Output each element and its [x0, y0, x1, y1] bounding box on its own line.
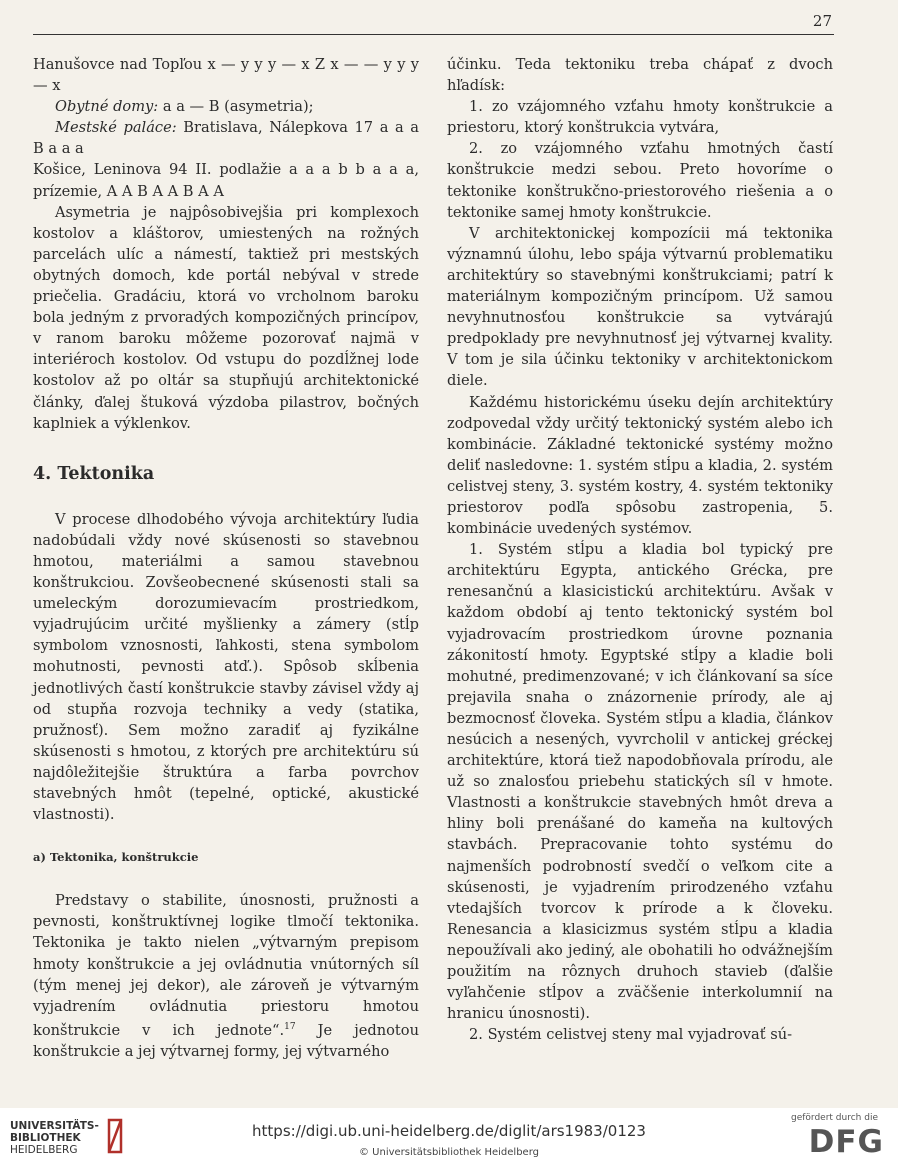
kosice-line: Košice, Leninova 94 II. podlažie a a a b b a a a, prízemie, A A B A A B A A [33, 161, 419, 200]
mestske-label: Mestské paláce: [55, 119, 177, 137]
right-column [447, 54, 833, 1045]
predstavy-end: Je jednotou konštrukcie a jej výtvarnej formy, jej výtvarného [33, 1021, 419, 1060]
paragraph-system1: 1. Systém stĺpu a kladia bol typický pre architektúru Egypta, antického Grécka, pre renesančnú a klasicistickú architektúru. Avšak v každom období aj tento tektonický systém bol vyjadrovacím prostriedkom úrovne poznania zákonitostí hmoty. Egyptské stĺpy a kladie boli mohutné, predimenzované; v ich článkovaní sa síce prejavila snaha o znázornenie prírody, ale aj bezmocnosť človeka. Systém stĺpu a kladia, článkov nesúcich a nesených, vyvrcholil v antickej gréckej architektúre, ktorá tiež napodobňovala prírodu, ale už so znalosťou priebehu statických síl v hmote. Vlastnosti a konštrukcie stavebných hmôt dreva a hliny boli prenášané do kameňa na kultových stavbách. Prepracovanie tohto systému do najmenších podrobností svedčí o veľkom cite a skúsenosti, je vyjadrením prirodzeného vzťahu vtedajších tvorcov k prírode a k človeku. Renesancia a klasicizmus systém stĺpu a kladia nepoužívali ako jediný, ale obohatili ho odvážnejším použitím na rôznych druhoch stavieb (ďalšie vyľahčenie stĺpov a zväčšenie interkolumnií na hranicu únosnosti). [447, 541, 833, 1023]
section-heading: 4. Tektonika [33, 463, 155, 484]
footer-copyright: © Universitätsbibliothek Heidelberg [358, 1147, 539, 1158]
hanusovce-line: Hanušovce nad Topľou x — y y y — x Z x — — y y y — x [33, 56, 419, 95]
footnote-mark: 17 [284, 1021, 296, 1032]
list-item-2: 2. zo vzájomného vzťahu hmotných častí konštrukcie medzi sebou. Preto hovoríme o tektonike konštrukčno-priestorového riešenia a o tektonike samej hmoty konštrukcie. [447, 140, 833, 221]
paragraph-kazdemu: Každému historickému úseku dejín architektúry zodpovedal vždy určitý tektonický systém alebo ich kombinácie. Základné tektonické systémy možno deliť nasledovne: 1. systém stĺpu a kladia, 2. systém celistvej steny, 3. systém kostry, 4. systém tektoniky priestorov podľa spôsobu zastropenia, 5. kombinácie uvedených systémov. [447, 393, 833, 538]
subsection-heading: a) Tektonika, konštrukcie [33, 850, 199, 865]
page-number: 27 [812, 12, 832, 30]
paragraph-ucinku: účinku. Teda tektoniku treba chápať z dvoch hľadísk: [447, 56, 833, 95]
footer-url-link[interactable]: https://digi.ub.uni-heidelberg.de/diglit/ars1983/0123 [252, 1122, 646, 1140]
library-line2: BIBLIOTHEK [10, 1132, 81, 1144]
list-item-1: 1. zo vzájomného vzťahu hmoty konštrukcie a priestoru, ktorý konštrukcia vytvára, [447, 98, 833, 137]
dfg-logo[interactable]: DFG [808, 1124, 884, 1160]
paragraph-predstavy [33, 890, 419, 1062]
obytne-line [33, 96, 419, 117]
paragraph-asymetria: Asymetria je najpôsobivejšia pri komplexoch kostolov a kláštorov, umiestených na rožných parcelách ulíc a námestí, taktiež pri mestských obytných domoch, kde portál nebýval v strede priečelia. Gradáciu, ktorá vo vrcholnom baroku bola jedným z prvoradých kompozičných princípov, v ranom baroku môžeme pozorovať najmä v interiéroch kostolov. Od vstupu do pozdĺžnej lode kostolov až po oltár sa stupňujú architektonické články, ďalej štuková výzdoba pilastrov, bočných kaplniek a výklenkov. [33, 203, 419, 432]
mestske-line [33, 117, 419, 159]
left-column [33, 54, 419, 1062]
funding-note: gefördert durch die [791, 1113, 878, 1123]
library-line3: HEIDELBERG [10, 1144, 78, 1156]
library-line1: UNIVERSITÄTS- [10, 1120, 99, 1132]
paragraph-proces: V procese dlhodobého vývoja architektúry ľudia nadobúdali vždy nové skúsenosti so stavebnou hmotou, materiálmi a samou stavebnou konštrukciou. Zovšeobecnené skúsenosti stali sa umeleckým dorozumievacím prostriedkom, vyjadrujúcim určité myšlienky a zámery (stĺp symbolom vznosnosti, ľahkosti, stena symbolom mohutnosti, pevnosti atď.). Spôsob skĺbenia jednotlivých častí konštrukcie stavby závisel vždy aj od stupňa rozvoja techniky a vedy (statika, pružnosť). Sem možno zaradiť aj fyzikálne skúsenosti s hmotou, z ktorých pre architektúru sú najdôležitejšie štruktúra a farba povrchov stavebných hmôt (tepelné, optické, akustické vlastnosti). [33, 510, 419, 824]
mestske-value: Bratislava, Nálepkova 17 a a a B a a a [33, 119, 419, 158]
predstavy-text: Predstavy o stabilite, únosnosti, pružnosti a pevnosti, konštruktívnej logike tlmočí tektonika. Tektonika je takto nielen „výtvarným prepisom hmoty konštrukcie a jej ovládnutia vnútorných síl (tým menej jej dekor), ale zároveň je výtvarným vyjadrením ovládnutia priestoru hmotou konštrukcie v ich jednote“. [33, 892, 419, 1039]
paragraph-system2: 2. Systém celistvej steny mal vyjadrovať sú- [469, 1026, 793, 1044]
obytne-label: Obytné domy: [55, 98, 159, 116]
header-rule [33, 34, 834, 35]
paragraph-kompozicii: V architektonickej kompozícii má tektonika významnú úlohu, lebo spája výtvarnú problematiku architektúry so stavebnými konštrukciami; patrí k materiálnym kompozičným princípom. Už samou nevyhnutnosťou konštrukcie sa vytvárajú predpoklady pre nevyhnutnosť jej výtvarnej kvality. V tom je sila účinku tektoniky v architektonickom diele. [447, 224, 833, 390]
obytne-value: a a — B (asymetria); [158, 98, 314, 116]
